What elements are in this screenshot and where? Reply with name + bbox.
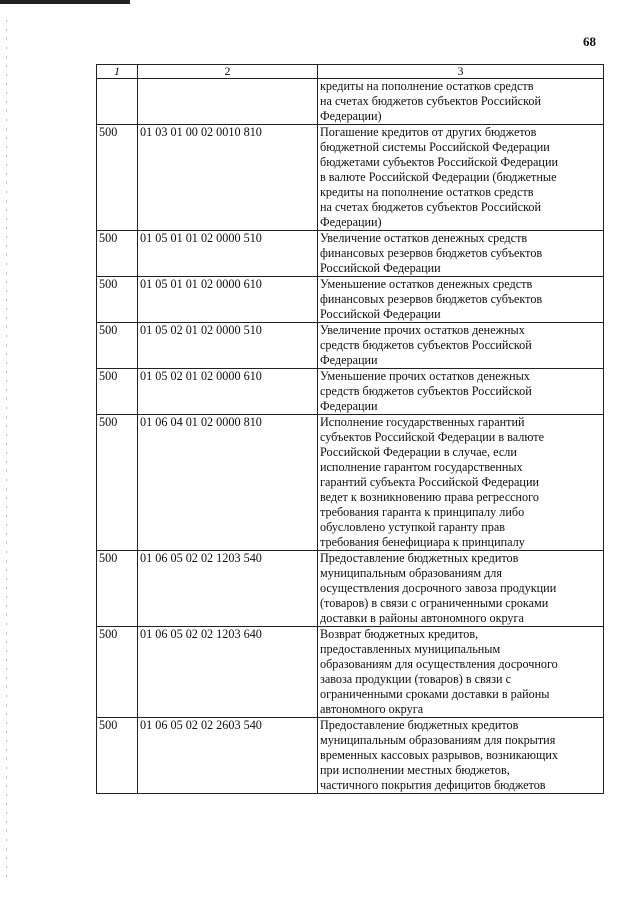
- budget-code-cell: 01 05 01 01 02 0000 510: [138, 231, 318, 277]
- description-line: исполнение гарантом государственных: [320, 460, 523, 474]
- description-cell: [318, 277, 604, 323]
- budget-sources-table: [96, 64, 604, 794]
- table-header-row: [97, 65, 604, 79]
- description-cell: [318, 79, 604, 125]
- admin-code-cell: 500: [97, 125, 138, 231]
- description-cell: [318, 231, 604, 277]
- budget-code-cell: 01 05 02 01 02 0000 610: [138, 369, 318, 415]
- description-line: муниципальным образованиям для: [320, 566, 502, 580]
- description-line: доставки в районы автономного округа: [320, 611, 524, 625]
- admin-code-cell: 500: [97, 277, 138, 323]
- budget-code-cell: 01 06 04 01 02 0000 810: [138, 415, 318, 551]
- budget-code-cell: 01 03 01 00 02 0010 810: [138, 125, 318, 231]
- description-line: завоза продукции (товаров) в связи с: [320, 672, 512, 686]
- table-row: [97, 79, 604, 125]
- description-line: гарантий субъекта Российской Федерации: [320, 475, 539, 489]
- admin-code-cell: 500: [97, 627, 138, 718]
- budget-code-cell: 01 05 02 01 02 0000 510: [138, 323, 318, 369]
- description-line: Предоставление бюджетных кредитов: [320, 718, 519, 732]
- description-line: ограниченными сроками доставки в районы: [320, 687, 550, 701]
- description-line: Федерации): [320, 109, 382, 123]
- table-row: [97, 718, 604, 794]
- description-line: Федерации: [320, 399, 378, 413]
- admin-code-cell: [97, 79, 138, 125]
- budget-code-cell: 01 06 05 02 02 1203 540: [138, 551, 318, 627]
- description-line: (товаров) в связи с ограниченными сроками: [320, 596, 549, 610]
- table-row: [97, 551, 604, 627]
- table-row: [97, 231, 604, 277]
- budget-code-cell: 01 06 05 02 02 2603 540: [138, 718, 318, 794]
- description-line: обусловлено уступкой гаранту прав: [320, 520, 506, 534]
- admin-code-cell: 500: [97, 551, 138, 627]
- description-line: осуществления досрочного завоза продукции: [320, 581, 557, 595]
- description-line: Возврат бюджетных кредитов,: [320, 627, 479, 641]
- description-line: Российской Федерации: [320, 261, 441, 275]
- description-line: кредиты на пополнение остатков средств: [320, 185, 534, 199]
- description-line: Российской Федерации: [320, 307, 441, 321]
- description-line: средств бюджетов субъектов Российской: [320, 384, 532, 398]
- description-cell: [318, 415, 604, 551]
- budget-code-cell: 01 06 05 02 02 1203 640: [138, 627, 318, 718]
- description-line: бюджетной системы Российской Федерации: [320, 140, 550, 154]
- admin-code-cell: 500: [97, 231, 138, 277]
- description-line: частичного покрытия дефицитов бюджетов: [320, 778, 546, 792]
- description-line: требования гаранта к принципалу либо: [320, 505, 525, 519]
- table-row: [97, 277, 604, 323]
- description-line: Российской Федерации в случае, если: [320, 445, 517, 459]
- description-line: образованиям для осуществления досрочного: [320, 657, 558, 671]
- description-line: предоставленных муниципальным: [320, 642, 501, 656]
- description-line: средств бюджетов субъектов Российской: [320, 338, 532, 352]
- description-line: кредиты на пополнение остатков средств: [320, 79, 534, 93]
- description-cell: [318, 369, 604, 415]
- description-line: временных кассовых разрывов, возникающих: [320, 748, 558, 762]
- description-line: финансовых резервов бюджетов субъектов: [320, 246, 543, 260]
- scan-edge-bar: [0, 0, 130, 4]
- description-cell: [318, 718, 604, 794]
- description-line: субъектов Российской Федерации в валюте: [320, 430, 544, 444]
- admin-code-cell: 500: [97, 323, 138, 369]
- description-line: Увеличение прочих остатков денежных: [320, 323, 525, 337]
- description-cell: [318, 627, 604, 718]
- description-cell: [318, 323, 604, 369]
- header-col-1: 1: [97, 65, 138, 79]
- admin-code-cell: 500: [97, 415, 138, 551]
- scan-edge-dots: [6, 20, 7, 880]
- table-row: [97, 627, 604, 718]
- table-row: [97, 415, 604, 551]
- description-line: Уменьшение прочих остатков денежных: [320, 369, 530, 383]
- description-line: финансовых резервов бюджетов субъектов: [320, 292, 543, 306]
- description-line: требования бенефициара к принципалу: [320, 535, 525, 549]
- description-line: Уменьшение остатков денежных средств: [320, 277, 533, 291]
- description-line: Погашение кредитов от других бюджетов: [320, 125, 537, 139]
- page-number: 68: [583, 34, 596, 49]
- description-line: Федерации): [320, 215, 382, 229]
- header-col-2: 2: [138, 65, 318, 79]
- description-line: при исполнении местных бюджетов,: [320, 763, 510, 777]
- description-line: Увеличение остатков денежных средств: [320, 231, 528, 245]
- table-row: [97, 125, 604, 231]
- admin-code-cell: 500: [97, 718, 138, 794]
- description-line: Федерации: [320, 353, 378, 367]
- table-row: [97, 369, 604, 415]
- header-col-3: 3: [318, 65, 604, 79]
- description-line: Предоставление бюджетных кредитов: [320, 551, 519, 565]
- description-line: Исполнение государственных гарантий: [320, 415, 525, 429]
- admin-code-cell: 500: [97, 369, 138, 415]
- description-line: на счетах бюджетов субъектов Российской: [320, 200, 541, 214]
- description-cell: [318, 551, 604, 627]
- description-line: муниципальным образованиям для покрытия: [320, 733, 556, 747]
- description-line: автономного округа: [320, 702, 424, 716]
- description-line: бюджетами субъектов Российской Федерации: [320, 155, 558, 169]
- description-line: ведет к возникновению права регрессного: [320, 490, 539, 504]
- description-line: в валюте Российской Федерации (бюджетные: [320, 170, 557, 184]
- table-row: [97, 323, 604, 369]
- description-line: на счетах бюджетов субъектов Российской: [320, 94, 541, 108]
- description-cell: [318, 125, 604, 231]
- budget-code-cell: 01 05 01 01 02 0000 610: [138, 277, 318, 323]
- budget-code-cell: [138, 79, 318, 125]
